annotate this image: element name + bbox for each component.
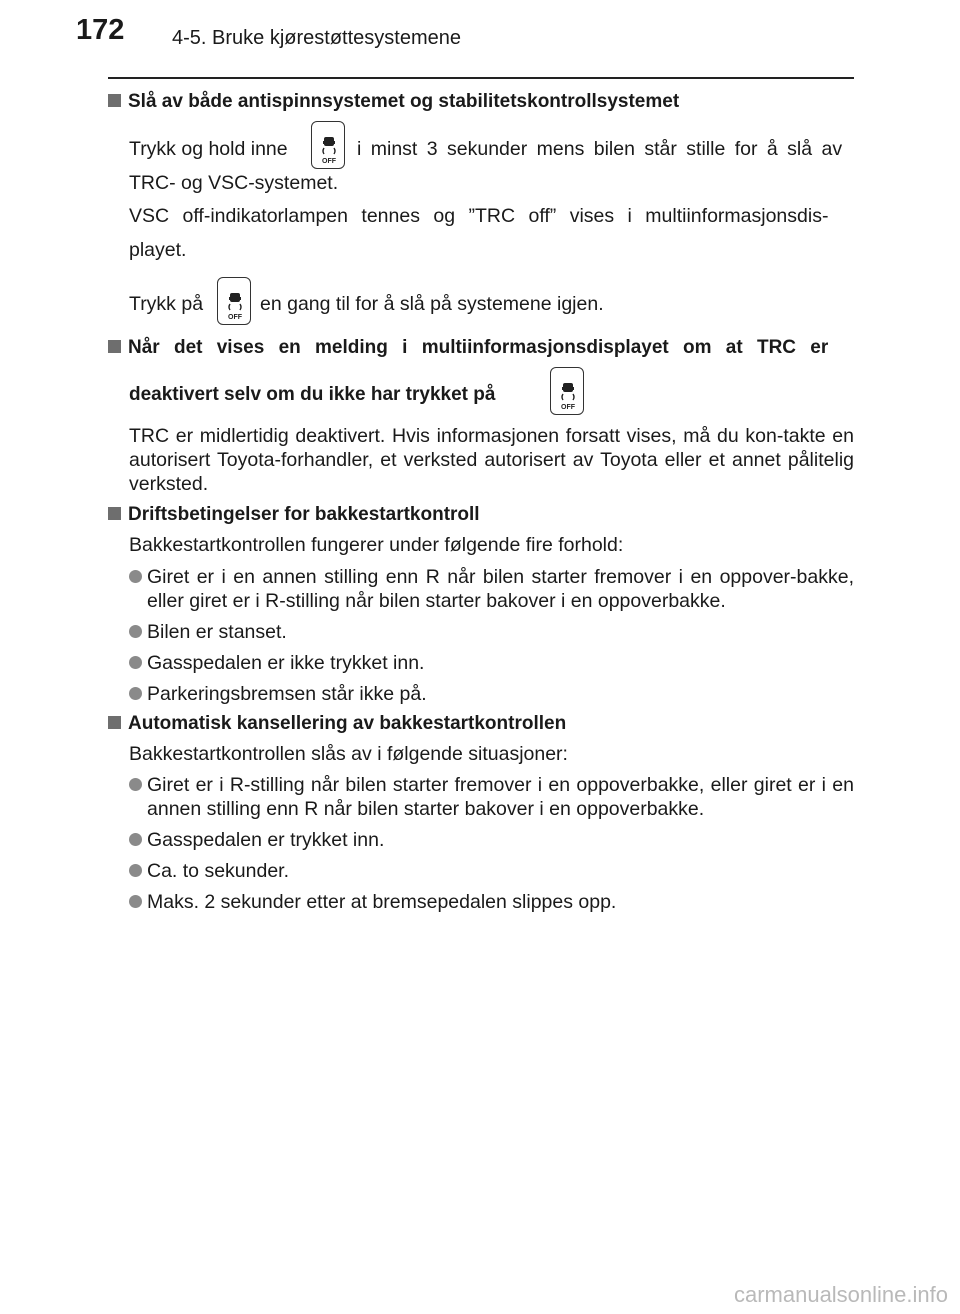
round-bullet-icon	[129, 833, 142, 846]
off-label: OFF	[228, 314, 242, 321]
heading-text: Automatisk kansellering av bakkestartkontrollen	[128, 713, 567, 734]
square-bullet-icon	[108, 716, 121, 729]
chapter-title: 4-5. Bruke kjørestøttesystemene	[172, 27, 461, 49]
list-item: Bilen er stanset.	[129, 620, 854, 644]
header-rule	[108, 77, 854, 79]
text-line: VSC off-indikatorlampen tennes og ”TRC off” vises i multiinformasjonsdis-	[129, 205, 829, 227]
paragraph: Bakkestartkontrollen slås av i følgende situasjoner:	[129, 743, 568, 765]
list-item: Maks. 2 sekunder etter at bremsepedalen slippes opp.	[129, 890, 854, 914]
round-bullet-icon	[129, 895, 142, 908]
text-line: i minst 3 sekunder mens bilen står stille for å slå av	[357, 138, 843, 160]
text-line: TRC- og VSC-systemet.	[129, 172, 339, 194]
list-item: Parkeringsbremsen står ikke på.	[129, 682, 854, 706]
paragraph: Bakkestartkontrollen fungerer under følgende fire forhold:	[129, 534, 624, 556]
section-heading-4	[108, 712, 566, 736]
round-bullet-icon	[129, 625, 142, 638]
section-heading-3	[108, 503, 480, 527]
heading-text: Driftsbetingelser for bakkestartkontroll	[128, 504, 480, 525]
section-heading-2	[108, 336, 828, 360]
page-number: 172	[76, 14, 125, 46]
watermark: carmanualsonline.info	[733, 1282, 948, 1307]
square-bullet-icon	[108, 94, 121, 107]
list-item: Giret er i R-stilling når bilen starter fremover i en oppoverbakke, eller giret er i en annen stilling enn R når bilen starter bakover i en oppoverbakke.	[129, 773, 854, 821]
section-heading-2-cont: deaktivert selv om du ikke har trykket på	[129, 384, 496, 405]
round-bullet-icon	[129, 778, 142, 791]
round-bullet-icon	[129, 687, 142, 700]
text-line: en gang til for å slå på systemene igjen.	[260, 293, 604, 315]
text-line: Trykk på	[129, 293, 204, 315]
off-label: OFF	[322, 158, 336, 165]
round-bullet-icon	[129, 570, 142, 583]
square-bullet-icon	[108, 507, 121, 520]
vsc-off-button-icon	[311, 121, 345, 169]
paragraph: TRC er midlertidig deaktivert. Hvis informasjonen forsatt vises, må du kon-takte en autorisert Toyota-forhandler, et verksted autorisert av Toyota eller et annet pålitelig verksted.	[129, 425, 854, 495]
section-heading-1	[108, 90, 679, 114]
text-line: playet.	[129, 239, 187, 261]
heading-text: Når det vises en melding i multiinformasjonsdisplayet om at TRC er	[128, 337, 829, 358]
list-item: Gasspedalen er ikke trykket inn.	[129, 651, 854, 675]
text-line: Trykk og hold inne	[129, 138, 288, 160]
vsc-off-button-icon	[550, 367, 584, 415]
list-item: Ca. to sekunder.	[129, 859, 854, 883]
list-item: Gasspedalen er trykket inn.	[129, 828, 854, 852]
vsc-off-button-icon	[217, 277, 251, 325]
list-item: Giret er i en annen stilling enn R når bilen starter fremover i en oppover-bakke, eller giret er i R-stilling når bilen starter bakover i en oppoverbakke.	[129, 565, 854, 613]
round-bullet-icon	[129, 656, 142, 669]
heading-text: Slå av både antispinnsystemet og stabilitetskontrollsystemet	[128, 91, 680, 112]
off-label: OFF	[561, 404, 575, 411]
round-bullet-icon	[129, 864, 142, 877]
square-bullet-icon	[108, 340, 121, 353]
